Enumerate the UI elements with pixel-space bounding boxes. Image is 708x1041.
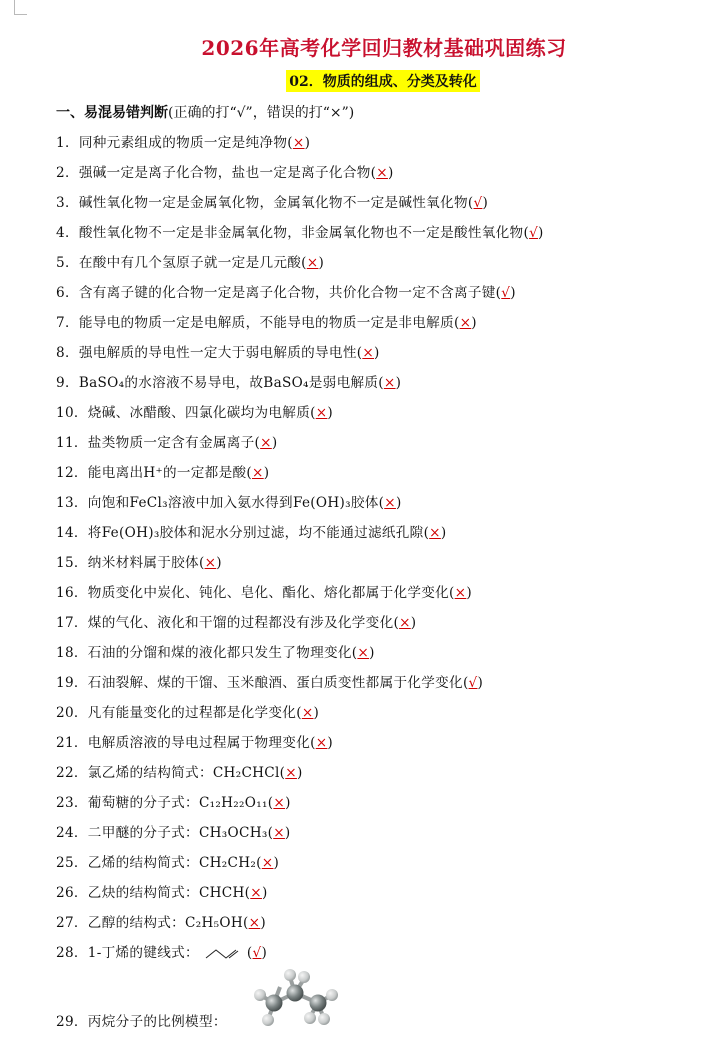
page-title: 2026年高考化学回归教材基础巩固练习 [201, 36, 567, 60]
question-number: 2． [56, 165, 79, 181]
question-item [56, 218, 688, 248]
answer-close-paren: ) [510, 285, 516, 301]
question-number: 12． [56, 465, 88, 481]
question-text: 丙烷分子的比例模型： [87, 1014, 227, 1030]
question-item [56, 248, 688, 278]
question-number: 11． [56, 435, 88, 451]
question-item [56, 518, 688, 548]
question-text: 乙醇的结构式：C₂H₅OH [87, 915, 244, 931]
answer-mark: × [376, 165, 388, 181]
question-item [56, 128, 688, 158]
question-item [56, 788, 688, 818]
answer-mark: √ [501, 285, 511, 301]
subtitle-wrap [0, 70, 708, 92]
answer-open-paren: ( [296, 705, 302, 721]
answer-mark: × [292, 135, 305, 151]
question-number: 5． [56, 255, 79, 271]
answer-open-paren: ( [370, 165, 377, 181]
answer-open-paren: ( [198, 555, 205, 571]
question-text: 将Fe(OH)₃胶体和泥水分别过滤，均不能通过滤纸孔隙 [87, 525, 424, 541]
answer-close-paren: ) [261, 885, 268, 901]
answer-open-paren: ( [256, 855, 262, 871]
answer-mark: × [399, 615, 411, 631]
answer-open-paren: ( [378, 375, 384, 391]
question-item [56, 728, 688, 758]
answer-open-paren: ( [351, 645, 358, 661]
question-text: 石油的分馏和煤的液化都只发生了物理变化 [87, 645, 352, 661]
answer-mark: × [459, 315, 472, 331]
question-number: 10． [56, 405, 88, 421]
page-subtitle: 02．物质的组成、分类及转化 [286, 70, 479, 92]
question-number: 13． [56, 495, 88, 511]
answer-mark: × [306, 255, 319, 271]
question-text: 强碱一定是离子化合物，盐也一定是离子化合物 [78, 165, 371, 181]
answer-open-paren: ( [378, 495, 385, 511]
answer-open-paren: ( [267, 795, 274, 811]
answer-close-paren: ) [477, 675, 484, 691]
answer-mark: × [357, 645, 370, 661]
question-number: 27． [56, 915, 88, 931]
question-item [56, 278, 688, 308]
question-text: 1-丁烯的键线式： [87, 945, 199, 961]
answer-close-paren: ) [482, 195, 489, 211]
answer-close-paren: ) [327, 405, 334, 421]
answer-mark: × [273, 795, 286, 811]
answer-close-paren: ) [410, 615, 417, 631]
butene-skeletal-formula [205, 947, 245, 961]
question-number: 24． [56, 825, 88, 841]
question-item [56, 488, 688, 518]
answer-open-paren: ( [244, 885, 251, 901]
question-item [56, 398, 688, 428]
answer-close-paren: ) [304, 135, 311, 151]
question-item-29 [56, 1010, 227, 1030]
answer-close-paren: ) [395, 375, 402, 391]
question-number: 26． [56, 885, 88, 901]
question-number: 25． [56, 855, 88, 871]
question-number: 22． [56, 765, 88, 781]
question-item [56, 608, 688, 638]
answer-open-paren: ( [356, 345, 363, 361]
answer-mark: × [301, 705, 314, 721]
answer-close-paren: ) [318, 255, 325, 271]
answer-close-paren: ) [285, 795, 291, 811]
question-number: 9． [56, 375, 79, 391]
question-item [56, 428, 688, 458]
question-text: 纳米材料属于胶体 [87, 555, 199, 571]
answer-close-paren: ) [216, 555, 222, 571]
answer-open-paren: ( [310, 405, 316, 421]
question-number: 7． [56, 315, 79, 331]
question-text: 碱性氧化物一定是金属氧化物，金属氧化物不一定是碱性氧化物 [78, 195, 468, 211]
question-item-28: 28．1-丁烯的键线式： (√) [56, 945, 268, 961]
question-number: 17． [56, 615, 88, 631]
answer-close-paren: ) [271, 435, 278, 451]
answer-mark: × [273, 825, 285, 841]
answer-open-paren: ( [287, 135, 293, 151]
answer-mark: × [285, 765, 297, 781]
question-list [56, 128, 688, 938]
question-item [56, 848, 688, 878]
answer-mark: × [384, 495, 396, 511]
answer-close-paren: ) [313, 705, 320, 721]
answer-close-paren: ) [260, 915, 266, 931]
answer-mark: × [315, 405, 328, 421]
question-item [56, 158, 688, 188]
section-heading [56, 102, 354, 122]
question-number: 18． [56, 645, 88, 661]
question-item [56, 188, 688, 218]
question-number: 19． [56, 675, 88, 691]
question-item [56, 908, 688, 938]
answer-close-paren: ) [440, 525, 447, 541]
answer-open-paren: ( [243, 915, 249, 931]
answer-close-paren: ) [273, 855, 280, 871]
answer-close-paren: ) [327, 735, 334, 751]
answer-close-paren: ) [263, 465, 270, 481]
answer-close-paren: ) [395, 495, 402, 511]
question-number: 21． [56, 735, 88, 751]
question-text: 能电离出H⁺的一定都是酸 [87, 465, 247, 481]
answer-close-paren: ) [284, 825, 291, 841]
answer-open-paren: ( [449, 585, 455, 601]
question-number: 15． [56, 555, 88, 571]
question-number: 1． [56, 135, 79, 151]
question-text: 向饱和FeCl₃溶液中加入氨水得到Fe(OH)₃胶体 [87, 495, 379, 511]
answer-open-paren: ( [453, 315, 460, 331]
question-number: 20． [56, 705, 88, 721]
question-number: 3． [56, 195, 79, 211]
question-text: 在酸中有几个氢原子就一定是几元酸 [78, 255, 302, 271]
answer-mark: × [251, 465, 264, 481]
answer-open-paren: ( [254, 435, 261, 451]
answer-mark: × [248, 915, 261, 931]
answer-close-paren: ) [374, 345, 380, 361]
question-item [56, 668, 688, 698]
answer-mark: × [454, 585, 467, 601]
question-text: 电解质溶液的导电过程属于物理变化 [87, 735, 311, 751]
answer-mark: × [204, 555, 217, 571]
answer-mark: √ [252, 945, 262, 961]
question-item [56, 878, 688, 908]
question-item [56, 758, 688, 788]
answer-mark: × [260, 435, 272, 451]
question-number: 4． [56, 225, 79, 241]
answer-mark: √ [473, 195, 483, 211]
answer-close-paren: ) [369, 645, 375, 661]
question-number: 16． [56, 585, 88, 601]
question-text: 二甲醚的分子式：CH₃OCH₃ [87, 825, 268, 841]
question-number: 6． [56, 285, 79, 301]
question-item [56, 458, 688, 488]
answer-open-paren: ( [423, 525, 430, 541]
answer-close-paren: ) [466, 585, 472, 601]
question-text: 乙烯的结构简式：CH₂CH₂ [87, 855, 257, 871]
question-number: 14． [56, 525, 88, 541]
question-number: 23． [56, 795, 88, 811]
question-text: 葡萄糖的分子式：C₁₂H₂₂O₁₁ [87, 795, 268, 811]
answer-open-paren: ( [246, 465, 252, 481]
answer-open-paren: ( [310, 735, 316, 751]
question-item [56, 368, 688, 398]
question-text: 凡有能量变化的过程都是化学变化 [87, 705, 297, 721]
answer-close-paren: ) [387, 165, 394, 181]
question-text: BaSO₄的水溶液不易导电，故BaSO₄是弱电解质 [78, 375, 379, 391]
answer-mark: × [250, 885, 262, 901]
question-text: 乙炔的结构简式：CHCH [87, 885, 245, 901]
answer-open-paren: ( [467, 195, 474, 211]
answer-mark: × [429, 525, 441, 541]
question-text: 强电解质的导电性一定大于弱电解质的导电性 [78, 345, 357, 361]
answer-open-paren: ( [267, 825, 274, 841]
question-item [56, 338, 688, 368]
question-item [56, 578, 688, 608]
answer-open-paren: ( [301, 255, 307, 271]
question-text: 氯乙烯的结构简式：CH₂CHCl [87, 765, 280, 781]
question-item [56, 548, 688, 578]
section-instruction: (正确的打“√”，错误的打“×”) [168, 105, 355, 121]
answer-close-paren: ) [471, 315, 477, 331]
question-text: 煤的气化、液化和干馏的过程都没有涉及化学变化 [87, 615, 394, 631]
question-item [56, 698, 688, 728]
answer-mark: × [261, 855, 274, 871]
question-text: 盐类物质一定含有金属离子 [87, 435, 255, 451]
question-item [56, 308, 688, 338]
question-text: 烧碱、冰醋酸、四氯化碳均为电解质 [87, 405, 311, 421]
answer-mark: × [383, 375, 396, 391]
question-text: 能导电的物质一定是电解质，不能导电的物质一定是非电解质 [78, 315, 454, 331]
answer-open-paren: ( [393, 615, 400, 631]
question-text: 含有离子键的化合物一定是离子化合物，共价化合物一定不含离子键 [78, 285, 496, 301]
answer-open-paren: ( [523, 225, 530, 241]
question-number: 29． [56, 1014, 88, 1030]
page-corner-mark [14, 0, 27, 15]
question-item [56, 638, 688, 668]
answer-mark: √ [468, 675, 478, 691]
question-number: 28． [56, 945, 88, 961]
question-number: 8． [56, 345, 79, 361]
answer-open-paren: ( [279, 765, 286, 781]
answer-open-paren: ( [495, 285, 502, 301]
question-text: 酸性氧化物不一定是非金属氧化物，非金属氧化物也不一定是酸性氧化物 [78, 225, 524, 241]
question-text: 石油裂解、煤的干馏、玉米酿酒、蛋白质变性都属于化学变化 [87, 675, 463, 691]
answer-mark: × [315, 735, 328, 751]
answer-mark: × [362, 345, 375, 361]
answer-close-paren: ) [538, 225, 544, 241]
section-label: 一、易混易错判断 [56, 105, 168, 121]
answer-open-paren: ( [462, 675, 469, 691]
answer-mark: √ [529, 225, 539, 241]
answer-close-paren: ) [296, 765, 303, 781]
question-item [56, 818, 688, 848]
propane-model-image [240, 965, 350, 1033]
question-text: 物质变化中炭化、钝化、皂化、酯化、熔化都属于化学变化 [87, 585, 450, 601]
question-text: 同种元素组成的物质一定是纯净物 [78, 135, 288, 151]
